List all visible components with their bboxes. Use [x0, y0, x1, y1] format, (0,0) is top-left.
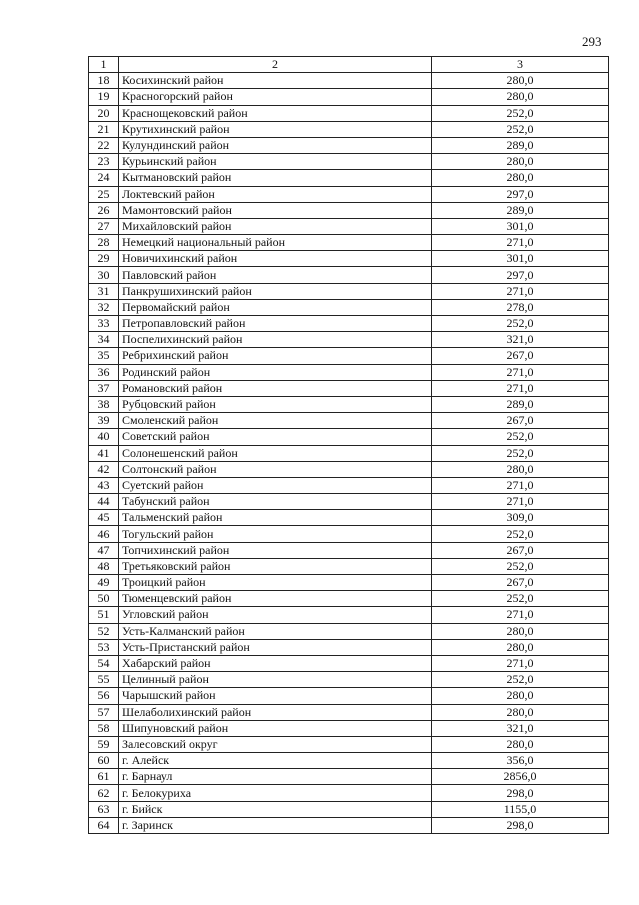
- value-cell: 252,0: [432, 316, 609, 332]
- value-cell: 252,0: [432, 105, 609, 121]
- row-number-cell: 19: [89, 89, 119, 105]
- table-row: [89, 267, 609, 283]
- row-number-cell: 27: [89, 218, 119, 234]
- table-row: [89, 121, 609, 137]
- value-cell: 252,0: [432, 672, 609, 688]
- district-name-cell: Залесовский округ: [119, 736, 432, 752]
- table-row: [89, 364, 609, 380]
- value-cell: 252,0: [432, 591, 609, 607]
- district-name-cell: Шипуновский район: [119, 720, 432, 736]
- value-cell: 289,0: [432, 396, 609, 412]
- value-cell: 356,0: [432, 753, 609, 769]
- table-row: [89, 817, 609, 833]
- district-name-cell: Мамонтовский район: [119, 202, 432, 218]
- value-cell: 280,0: [432, 154, 609, 170]
- district-name-cell: Тальменский район: [119, 510, 432, 526]
- row-number-cell: 32: [89, 299, 119, 315]
- district-name-cell: Рубцовский район: [119, 396, 432, 412]
- row-number-cell: 41: [89, 445, 119, 461]
- row-number-cell: 45: [89, 510, 119, 526]
- table-row: [89, 396, 609, 412]
- value-cell: 267,0: [432, 575, 609, 591]
- column-header: 2: [119, 57, 432, 73]
- table-row: [89, 801, 609, 817]
- table-row: [89, 655, 609, 671]
- district-name-cell: Смоленский район: [119, 413, 432, 429]
- value-cell: 280,0: [432, 89, 609, 105]
- row-number-cell: 64: [89, 817, 119, 833]
- row-number-cell: 38: [89, 396, 119, 412]
- district-name-cell: Петропавловский район: [119, 316, 432, 332]
- value-cell: 271,0: [432, 494, 609, 510]
- district-name-cell: Тогульский район: [119, 526, 432, 542]
- row-number-cell: 31: [89, 283, 119, 299]
- value-cell: 252,0: [432, 445, 609, 461]
- value-cell: 298,0: [432, 785, 609, 801]
- value-cell: 271,0: [432, 235, 609, 251]
- table-row: [89, 316, 609, 332]
- district-name-cell: Косихинский район: [119, 73, 432, 89]
- row-number-cell: 55: [89, 672, 119, 688]
- table-row: [89, 170, 609, 186]
- row-number-cell: 47: [89, 542, 119, 558]
- value-cell: 271,0: [432, 364, 609, 380]
- table-row: [89, 753, 609, 769]
- table-row: [89, 639, 609, 655]
- table-row: [89, 704, 609, 720]
- district-name-cell: Кулундинский район: [119, 137, 432, 153]
- district-name-cell: Усть-Пристанский район: [119, 639, 432, 655]
- district-name-cell: г. Белокуриха: [119, 785, 432, 801]
- district-name-cell: Чарышский район: [119, 688, 432, 704]
- table-row: [89, 380, 609, 396]
- table-row: [89, 73, 609, 89]
- row-number-cell: 20: [89, 105, 119, 121]
- column-header: 3: [432, 57, 609, 73]
- row-number-cell: 34: [89, 332, 119, 348]
- value-cell: 267,0: [432, 413, 609, 429]
- table-row: [89, 299, 609, 315]
- district-name-cell: Советский район: [119, 429, 432, 445]
- row-number-cell: 57: [89, 704, 119, 720]
- row-number-cell: 25: [89, 186, 119, 202]
- table-row: [89, 105, 609, 121]
- table-row: [89, 251, 609, 267]
- table-row: [89, 461, 609, 477]
- table-row: [89, 542, 609, 558]
- value-cell: 271,0: [432, 607, 609, 623]
- row-number-cell: 52: [89, 623, 119, 639]
- table-row: [89, 413, 609, 429]
- table-row: [89, 494, 609, 510]
- row-number-cell: 33: [89, 316, 119, 332]
- table-row: [89, 154, 609, 170]
- value-cell: 280,0: [432, 623, 609, 639]
- district-name-cell: Родинский район: [119, 364, 432, 380]
- table-row: [89, 477, 609, 493]
- district-name-cell: Ребрихинский район: [119, 348, 432, 364]
- value-cell: 289,0: [432, 137, 609, 153]
- row-number-cell: 44: [89, 494, 119, 510]
- table-row: [89, 332, 609, 348]
- value-cell: 278,0: [432, 299, 609, 315]
- value-cell: 301,0: [432, 218, 609, 234]
- row-number-cell: 30: [89, 267, 119, 283]
- table-row: [89, 720, 609, 736]
- table-row: [89, 445, 609, 461]
- value-cell: 271,0: [432, 477, 609, 493]
- district-name-cell: Новичихинский район: [119, 251, 432, 267]
- table-row: [89, 510, 609, 526]
- district-name-cell: Шелаболихинский район: [119, 704, 432, 720]
- value-cell: 280,0: [432, 688, 609, 704]
- value-cell: 252,0: [432, 429, 609, 445]
- table-row: [89, 672, 609, 688]
- table-row: [89, 348, 609, 364]
- district-name-cell: Павловский район: [119, 267, 432, 283]
- row-number-cell: 62: [89, 785, 119, 801]
- district-name-cell: Суетский район: [119, 477, 432, 493]
- row-number-cell: 58: [89, 720, 119, 736]
- value-cell: 252,0: [432, 526, 609, 542]
- district-name-cell: Топчихинский район: [119, 542, 432, 558]
- district-name-cell: Михайловский район: [119, 218, 432, 234]
- value-cell: 297,0: [432, 267, 609, 283]
- row-number-cell: 24: [89, 170, 119, 186]
- row-number-cell: 37: [89, 380, 119, 396]
- value-cell: 252,0: [432, 121, 609, 137]
- district-name-cell: Табунский район: [119, 494, 432, 510]
- district-name-cell: г. Заринск: [119, 817, 432, 833]
- value-cell: 297,0: [432, 186, 609, 202]
- table-row: [89, 283, 609, 299]
- row-number-cell: 18: [89, 73, 119, 89]
- district-name-cell: Усть-Калманский район: [119, 623, 432, 639]
- row-number-cell: 22: [89, 137, 119, 153]
- district-name-cell: Третьяковский район: [119, 558, 432, 574]
- district-name-cell: Немецкий национальный район: [119, 235, 432, 251]
- district-name-cell: г. Барнаул: [119, 769, 432, 785]
- row-number-cell: 21: [89, 121, 119, 137]
- value-cell: 267,0: [432, 542, 609, 558]
- row-number-cell: 56: [89, 688, 119, 704]
- row-number-cell: 29: [89, 251, 119, 267]
- value-cell: 271,0: [432, 655, 609, 671]
- value-cell: 252,0: [432, 558, 609, 574]
- district-name-cell: Красногорский район: [119, 89, 432, 105]
- table-row: [89, 89, 609, 105]
- table-row: [89, 526, 609, 542]
- value-cell: 2856,0: [432, 769, 609, 785]
- row-number-cell: 28: [89, 235, 119, 251]
- row-number-cell: 51: [89, 607, 119, 623]
- table-row: [89, 235, 609, 251]
- value-cell: 271,0: [432, 283, 609, 299]
- district-name-cell: Курьинский район: [119, 154, 432, 170]
- value-cell: 321,0: [432, 332, 609, 348]
- district-name-cell: Угловский район: [119, 607, 432, 623]
- value-cell: 289,0: [432, 202, 609, 218]
- row-number-cell: 54: [89, 655, 119, 671]
- district-name-cell: Хабарский район: [119, 655, 432, 671]
- value-cell: 280,0: [432, 639, 609, 655]
- value-cell: 267,0: [432, 348, 609, 364]
- table-row: [89, 202, 609, 218]
- table-header-row: [89, 57, 609, 73]
- table-row: [89, 688, 609, 704]
- district-name-cell: Кытмановский район: [119, 170, 432, 186]
- district-name-cell: Крутихинский район: [119, 121, 432, 137]
- table-row: [89, 607, 609, 623]
- value-cell: 280,0: [432, 736, 609, 752]
- district-name-cell: Троицкий район: [119, 575, 432, 591]
- table-row: [89, 575, 609, 591]
- table-row: [89, 623, 609, 639]
- row-number-cell: 61: [89, 769, 119, 785]
- row-number-cell: 60: [89, 753, 119, 769]
- row-number-cell: 39: [89, 413, 119, 429]
- value-cell: 280,0: [432, 170, 609, 186]
- row-number-cell: 50: [89, 591, 119, 607]
- row-number-cell: 43: [89, 477, 119, 493]
- district-name-cell: г. Бийск: [119, 801, 432, 817]
- table-row: [89, 785, 609, 801]
- value-cell: 280,0: [432, 461, 609, 477]
- table-row: [89, 736, 609, 752]
- district-name-cell: Романовский район: [119, 380, 432, 396]
- value-cell: 321,0: [432, 720, 609, 736]
- district-name-cell: Первомайский район: [119, 299, 432, 315]
- row-number-cell: 53: [89, 639, 119, 655]
- row-number-cell: 63: [89, 801, 119, 817]
- value-cell: 1155,0: [432, 801, 609, 817]
- row-number-cell: 26: [89, 202, 119, 218]
- district-name-cell: г. Алейск: [119, 753, 432, 769]
- page-number: 293: [582, 34, 602, 49]
- row-number-cell: 42: [89, 461, 119, 477]
- row-number-cell: 49: [89, 575, 119, 591]
- value-cell: 301,0: [432, 251, 609, 267]
- value-cell: 271,0: [432, 380, 609, 396]
- row-number-cell: 46: [89, 526, 119, 542]
- row-number-cell: 40: [89, 429, 119, 445]
- row-number-cell: 59: [89, 736, 119, 752]
- row-number-cell: 48: [89, 558, 119, 574]
- row-number-cell: 36: [89, 364, 119, 380]
- district-name-cell: Поспелихинский район: [119, 332, 432, 348]
- table-row: [89, 591, 609, 607]
- district-name-cell: Целинный район: [119, 672, 432, 688]
- district-name-cell: Солтонский район: [119, 461, 432, 477]
- value-cell: 298,0: [432, 817, 609, 833]
- table-row: [89, 558, 609, 574]
- value-cell: 280,0: [432, 704, 609, 720]
- value-cell: 280,0: [432, 73, 609, 89]
- district-name-cell: Солонешенский район: [119, 445, 432, 461]
- table-row: [89, 769, 609, 785]
- table-body: [89, 57, 609, 834]
- column-header: 1: [89, 57, 119, 73]
- table-row: [89, 429, 609, 445]
- table-row: [89, 137, 609, 153]
- district-name-cell: Локтевский район: [119, 186, 432, 202]
- value-cell: 309,0: [432, 510, 609, 526]
- district-name-cell: Краснощековский район: [119, 105, 432, 121]
- data-table: [88, 56, 609, 834]
- district-name-cell: Тюменцевский район: [119, 591, 432, 607]
- row-number-cell: 23: [89, 154, 119, 170]
- table-row: [89, 218, 609, 234]
- row-number-cell: 35: [89, 348, 119, 364]
- district-name-cell: Панкрушихинский район: [119, 283, 432, 299]
- table-row: [89, 186, 609, 202]
